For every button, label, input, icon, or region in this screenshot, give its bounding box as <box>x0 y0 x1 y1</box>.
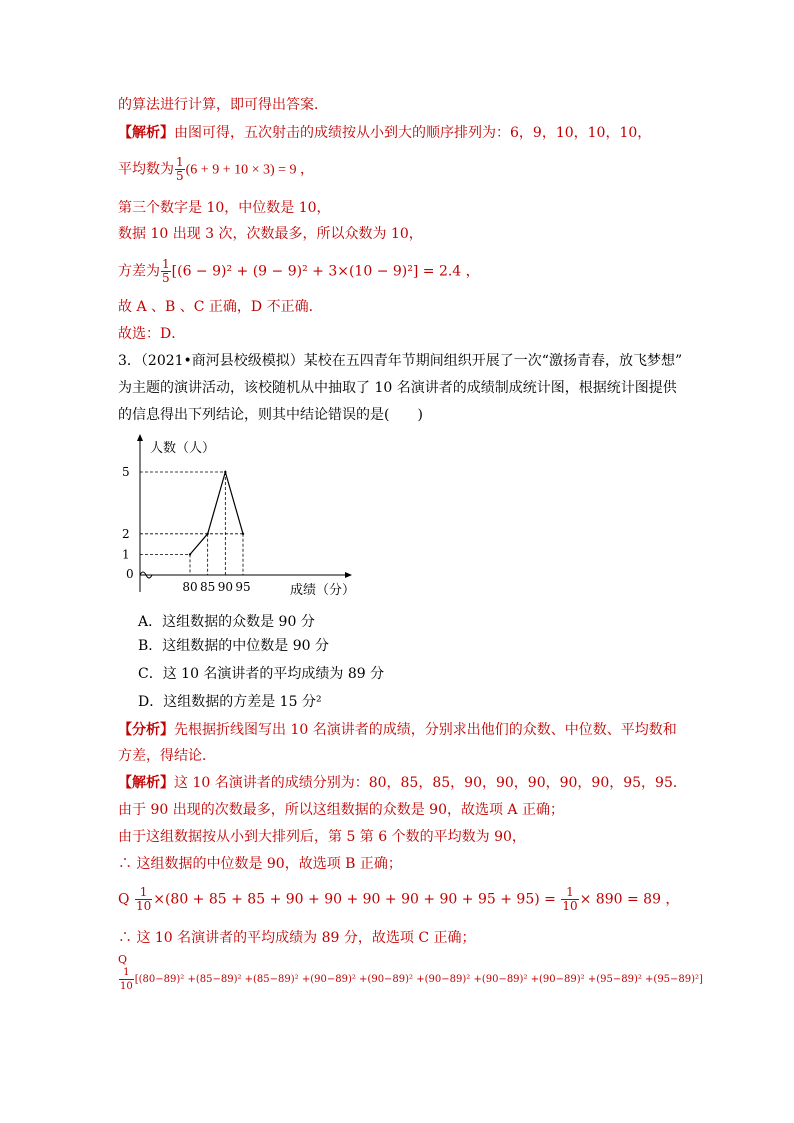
question-line-3: 的信息得出下列结论，则其中结论错误的是( ) <box>118 407 423 423</box>
solution-mode: 由于 90 出现的次数最多，所以这组数据的众数是 90，故选项 A 正确； <box>118 802 564 818</box>
option-c: C．这 10 名演讲者的平均成绩为 89 分 <box>138 666 385 682</box>
prev-conclusion: 故 A 、B 、C 正确，D 不正确． <box>118 299 323 315</box>
data-point <box>224 471 226 473</box>
solution-mean-formula: Q $\frac{1}{10}$ ×(80 + 85 + 85 + 90 + 90 + 90 + 90 + 90 + 95 + 95) = $\frac{1}{10}$ × 890 = 89 ， <box>118 885 680 913</box>
line-chart <box>118 432 368 602</box>
analysis-line-2: 方差，得结论． <box>118 748 216 764</box>
question-line-2: 为主题的演讲活动，该校随机从中抽取了 10 名演讲者的成绩制成统计图，根据统计图提供 <box>118 380 677 396</box>
y-axis-arrow <box>137 434 143 441</box>
data-point <box>242 533 244 535</box>
x-axis-label: 成绩（分） <box>290 583 356 598</box>
mean-fraction: $\frac{1}{5}$ <box>176 155 184 183</box>
solution-tag: 【解析】 <box>118 775 174 791</box>
x-axis-arrow <box>345 572 352 578</box>
question-line-1: 3．（2021•商河县校级模拟）某校在五四青年节期间组织开展了一次“激扬青春，放飞梦想” <box>118 353 683 369</box>
solution-line-1: 【解析】这 10 名演讲者的成绩分别为：80，85，85，90，90，90，90，90，95，95． <box>118 775 687 791</box>
y-tick-label: 2 <box>122 526 130 541</box>
jiexi-tag: 【解析】 <box>118 125 174 141</box>
x-tick-label: 85 <box>200 580 216 594</box>
analysis-line-1: 【分析】先根据折线图写出 10 名演讲者的成绩，分别求出他们的众数、中位数、平均数和 <box>118 722 677 738</box>
solution-since-2: Q <box>118 953 128 966</box>
solution-mean-line: ∴ 这 10 名演讲者的平均成绩为 89 分，故选项 C 正确； <box>118 930 476 946</box>
x-tick-label: 95 <box>235 580 251 594</box>
x-tick-label: 90 <box>217 580 233 594</box>
prev-choose: 故选：D． <box>118 326 186 342</box>
y-axis-label: 人数（人） <box>150 441 216 456</box>
prev-mode: 数据 10 出现 3 次，次数最多，所以众数为 10， <box>118 226 423 242</box>
origin-label: 0 <box>126 567 134 581</box>
solution-median: ∴ 这组数据的中位数是 90，故选项 B 正确； <box>118 856 402 872</box>
y-tick-label: 5 <box>122 465 130 479</box>
prev-line-1: 的算法进行计算，即可得出答案． <box>118 97 328 113</box>
option-b: B．这组数据的中位数是 90 分 <box>138 638 330 654</box>
prev-variance: 方差为 $\frac{1}{5}$ [(6 − 9)² + (9 − 9)² + 3×(10 − 9)²] = 2.4 ， <box>118 257 480 285</box>
var-fraction: $\frac{1}{5}$ <box>162 257 170 285</box>
y-tick-label: 1 <box>122 547 130 562</box>
prev-mean: 平均数为 $\frac{1}{5}$ (6 + 9 + 10 × 3) = 9 ， <box>118 155 315 183</box>
option-d: D．这组数据的方差是 15 分² <box>138 694 322 710</box>
option-a: A．这组数据的众数是 90 分 <box>138 614 315 630</box>
solution-variance-formula: $\frac{1}{10}$ [(80−89)² +(85−89)² +(85−89)² +(90−89)² +(90−89)² +(90−89)² +(90−89)² +(90−89)² +(95−89)² +(95−89)²] <box>120 967 703 992</box>
x-tick-label: 80 <box>182 580 198 594</box>
series-line <box>190 472 243 554</box>
solution-sorted: 由于这组数据按从小到大排列后，第 5 第 6 个数的平均数为 90， <box>118 829 526 845</box>
prev-jiexi <box>118 123 651 143</box>
jiexi-text: 由图可得，五次射击的成绩按从小到大的顺序排列为：6，9，10，10，10， <box>174 125 652 141</box>
data-point <box>189 553 191 555</box>
analysis-tag: 【分析】 <box>118 722 174 738</box>
prev-third: 第三个数字是 10，中位数是 10， <box>118 200 331 216</box>
data-point <box>206 533 208 535</box>
